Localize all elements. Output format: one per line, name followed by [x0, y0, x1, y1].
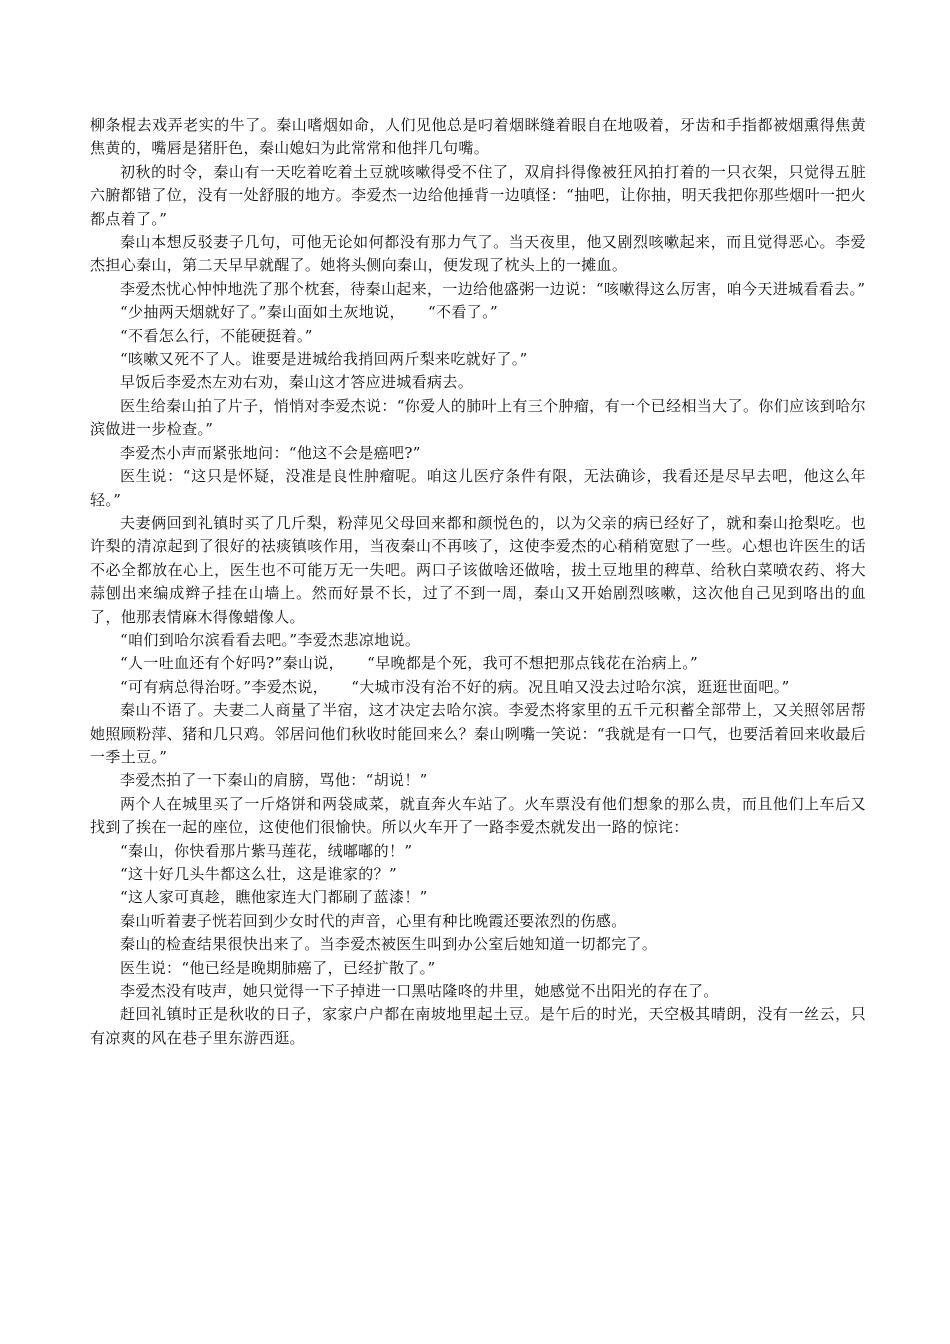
paragraph: 赶回礼镇时正是秋收的日子，家家户户都在南坡地里起土豆。是午后的时光，天空极其晴朗，没有一丝云，只有凉爽的风在巷子里东游西逛。 — [90, 1005, 866, 1047]
paragraph: “这人家可真趁，瞧他家连大门都刷了蓝漆！” — [120, 888, 428, 907]
paragraph: 李爱杰拍了一下秦山的肩膀，骂他：“胡说！” — [120, 771, 428, 790]
paragraph: “这十好几头牛都这么壮，这是谁家的？” — [120, 865, 397, 883]
paragraph: 医生给秦山拍了片子，悄悄对李爱杰说：“你爱人的肺叶上有三个肿瘤，有一个已经相当大了。你们应该到哈尔滨做进一步检查。” — [90, 396, 866, 439]
paragraph: “人一吐血还有个好吗?”秦山说， “早晚都是个死，我可不想把那点钱花在治病上。” — [120, 654, 699, 673]
paragraph: 医生说：“他已经是晚期肺癌了，已经扩散了。” — [120, 958, 436, 977]
paragraph: “咱们到哈尔滨看看去吧。”李爱杰悲凉地说。 — [120, 630, 421, 649]
paragraph: “不看怎么行，不能硬挺着。” — [120, 326, 313, 345]
paragraph: 秦山的检查结果很快出来了。当李爱杰被医生叫到办公室后她知道一切都完了。 — [120, 935, 658, 954]
paragraph: “咳嗽又死不了人。谁要是进城给我捎回两斤梨来吃就好了。” — [120, 350, 528, 369]
paragraph: 李爱杰小声而紧张地问：“他这不会是癌吧?” — [120, 443, 421, 462]
paragraph: 秦山本想反驳妻子几句，可他无论如何都没有那力气了。当天夜里，他又剧烈咳嗽起来，而且觉得恶心。李爱杰担心秦山，第二天早早就醒了。她将头侧向秦山，便发现了枕头上的一摊血。 — [90, 233, 866, 275]
paragraph: 秦山不语了。夫妻二人商量了半宿，这才决定去哈尔滨。李爱杰将家里的五千元积蓄全部带上，又关照邻居帮她照顾粉萍、猪和几只鸡。邻居问他们秋收时能回来么？秦山咧嘴一笑说：“我就是有一口气，也要活着回来收最后一季土豆。” — [90, 701, 866, 766]
paragraph: 秦山听着妻子恍若回到少女时代的声音，心里有种比晚霞还要浓烈的伤感。 — [120, 911, 627, 930]
paragraph: 医生说：“这只是怀疑，没准是良性肿瘤呢。咱这儿医疗条件有限，无法确诊，我看还是尽早去吧，他这么年轻。” — [90, 467, 866, 509]
paragraph: “可有病总得治呀。”李爱杰说， “大城市没有治不好的病。况且咱又没去过哈尔滨，逛逛世面吧。” — [120, 677, 790, 696]
paragraph: 柳条棍去戏弄老实的牛了。秦山嗜烟如命，人们见他总是叼着烟眯缝着眼自在地吸着，牙齿和手指都被烟熏得焦黄焦黄的，嘴唇是猪肝色，秦山媳妇为此常常和他拌几句嘴。 — [90, 116, 866, 158]
paragraph: “秦山，你快看那片紫马莲花，绒嘟嘟的！” — [120, 841, 413, 860]
paragraph: “少抽两天烟就好了。”秦山面如土灰地说， “不看了。” — [120, 303, 498, 322]
paragraph: 初秋的时令，秦山有一天吃着吃着土豆就咳嗽得受不住了，双肩抖得像被狂风拍打着的一只衣架，只觉得五脏六腑都错了位，没有一处舒服的地方。李爱杰一边给他捶背一边嗔怪：“抽吧，让你抽，明天我把你那些烟叶一把火都点着了。” — [90, 162, 866, 228]
paragraph: 早饭后李爱杰左劝右劝，秦山这才答应进城看病去。 — [120, 373, 474, 392]
document-body — [90, 114, 866, 1050]
paragraph: 李爱杰忧心忡忡地洗了那个枕套，待秦山起来，一边给他盛粥一边说：“咳嗽得这么厉害，咱今天进城看看去。” — [120, 279, 866, 298]
paragraph: 两个人在城里买了一斤烙饼和两袋咸菜，就直奔火车站了。火车票没有他们想象的那么贵，而且他们上车后又找到了挨在一起的座位，这使他们很愉快。所以火车开了一路李爱杰就发出一路的惊诧： — [90, 794, 866, 837]
paragraph: 李爱杰没有吱声，她只觉得一下子掉进一口黑咕隆咚的井里，她感觉不出阳光的存在了。 — [120, 982, 719, 1001]
paragraph: 夫妻俩回到礼镇时买了几斤梨，粉萍见父母回来都和颜悦色的，以为父亲的病已经好了，就和秦山抢梨吃。也许梨的清凉起到了很好的祛痰镇咳作用，当夜秦山不再咳了，这使李爱杰的心稍稍宽慰了一些。心想也许医生的话不必全都放在心上，医生也不可能万无一失吧。两口子该做啥还做啥，拔土豆地里的稗草、给秋白菜喷农药、将大蒜刨出来编成辫子挂在山墙上。然而好景不长，过了不到一周，秦山又开始剧烈咳嗽，这次他自己见到咯出的血了，他那表情麻木得像蜡像人。 — [90, 513, 866, 626]
